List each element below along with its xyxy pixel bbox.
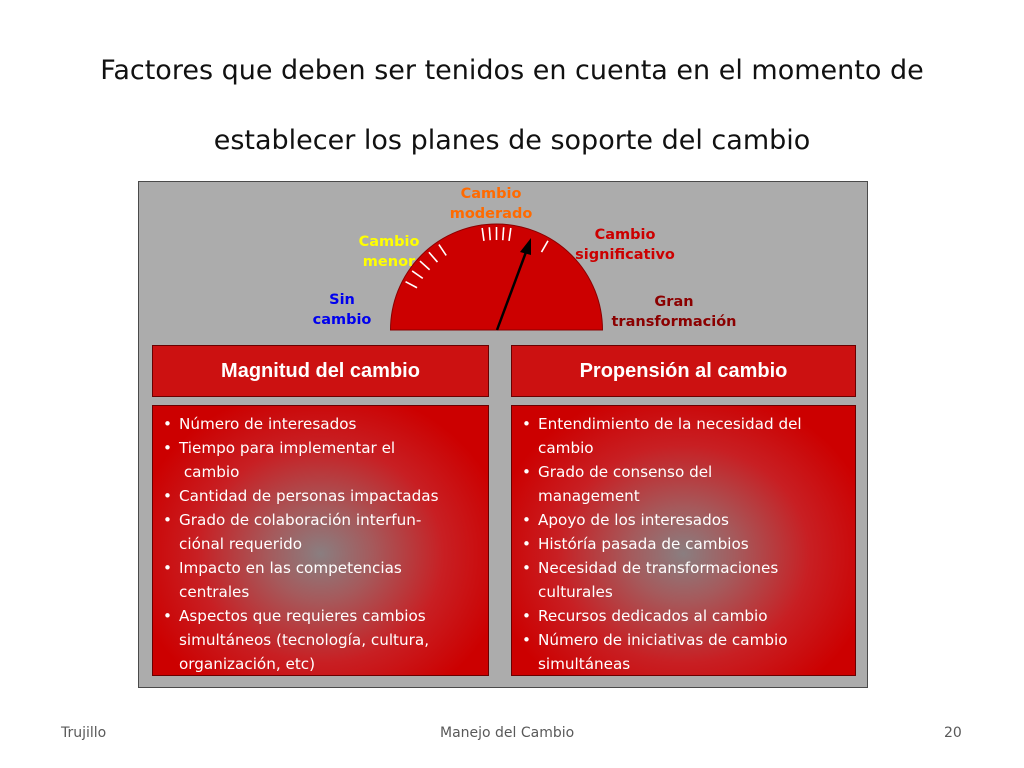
list-item: • Cantidad de personas impactadas <box>160 484 482 508</box>
footer-left: Trujillo <box>61 725 107 741</box>
label-cambio-menor: Cambio menor <box>358 234 420 270</box>
footer-page-number: 20 <box>944 725 962 741</box>
list-item: • Tiempo para implementar el cambio <box>160 436 482 484</box>
label-gran-transformacion: Gran transformación <box>611 294 737 330</box>
label-cambio-significativo: Cambio significativo <box>575 227 675 263</box>
list-item: • Número de interesados <box>160 412 482 436</box>
magnitud-list <box>160 412 482 676</box>
diagram-frame <box>138 181 868 688</box>
list-item: • Grado de consenso del management <box>519 460 849 508</box>
title-line-2: establecer los planes de soporte del cambio <box>213 125 811 156</box>
label-sin-cambio: Sin cambio <box>312 292 372 328</box>
footer-center: Manejo del Cambio <box>440 725 575 741</box>
magnitud-factors-box <box>152 405 489 676</box>
magnitud-header: Magnitud del cambio <box>152 345 489 397</box>
propension-factors-box <box>511 405 856 676</box>
slide-title <box>40 36 984 176</box>
propension-header: Propensión al cambio <box>511 345 856 397</box>
list-item: • Recursos dedicados al cambio <box>519 604 849 628</box>
label-cambio-moderado: Cambio moderado <box>449 186 533 222</box>
list-item: • Aspectos que requieres cambios simultáneos (tecnología, cultura, organización, etc) <box>160 604 482 676</box>
list-item: • Número de iniciativas de cambio simultáneas <box>519 628 849 676</box>
list-item: • Históría pasada de cambios <box>519 532 849 556</box>
list-item: • Necesidad de transformaciones culturales <box>519 556 849 604</box>
list-item: • Impacto en las competencias centrales <box>160 556 482 604</box>
list-item: • Entendimiento de la necesidad del cambio <box>519 412 849 460</box>
propension-list <box>519 412 849 676</box>
gauge-tick <box>489 227 490 240</box>
gauge-tick <box>503 227 504 240</box>
title-line-1: Factores que deben ser tenidos en cuenta en el momento de <box>100 55 924 86</box>
list-item: • Apoyo de los interesados <box>519 508 849 532</box>
list-item: • Grado de colaboración interfun- ciónal requerido <box>160 508 482 556</box>
